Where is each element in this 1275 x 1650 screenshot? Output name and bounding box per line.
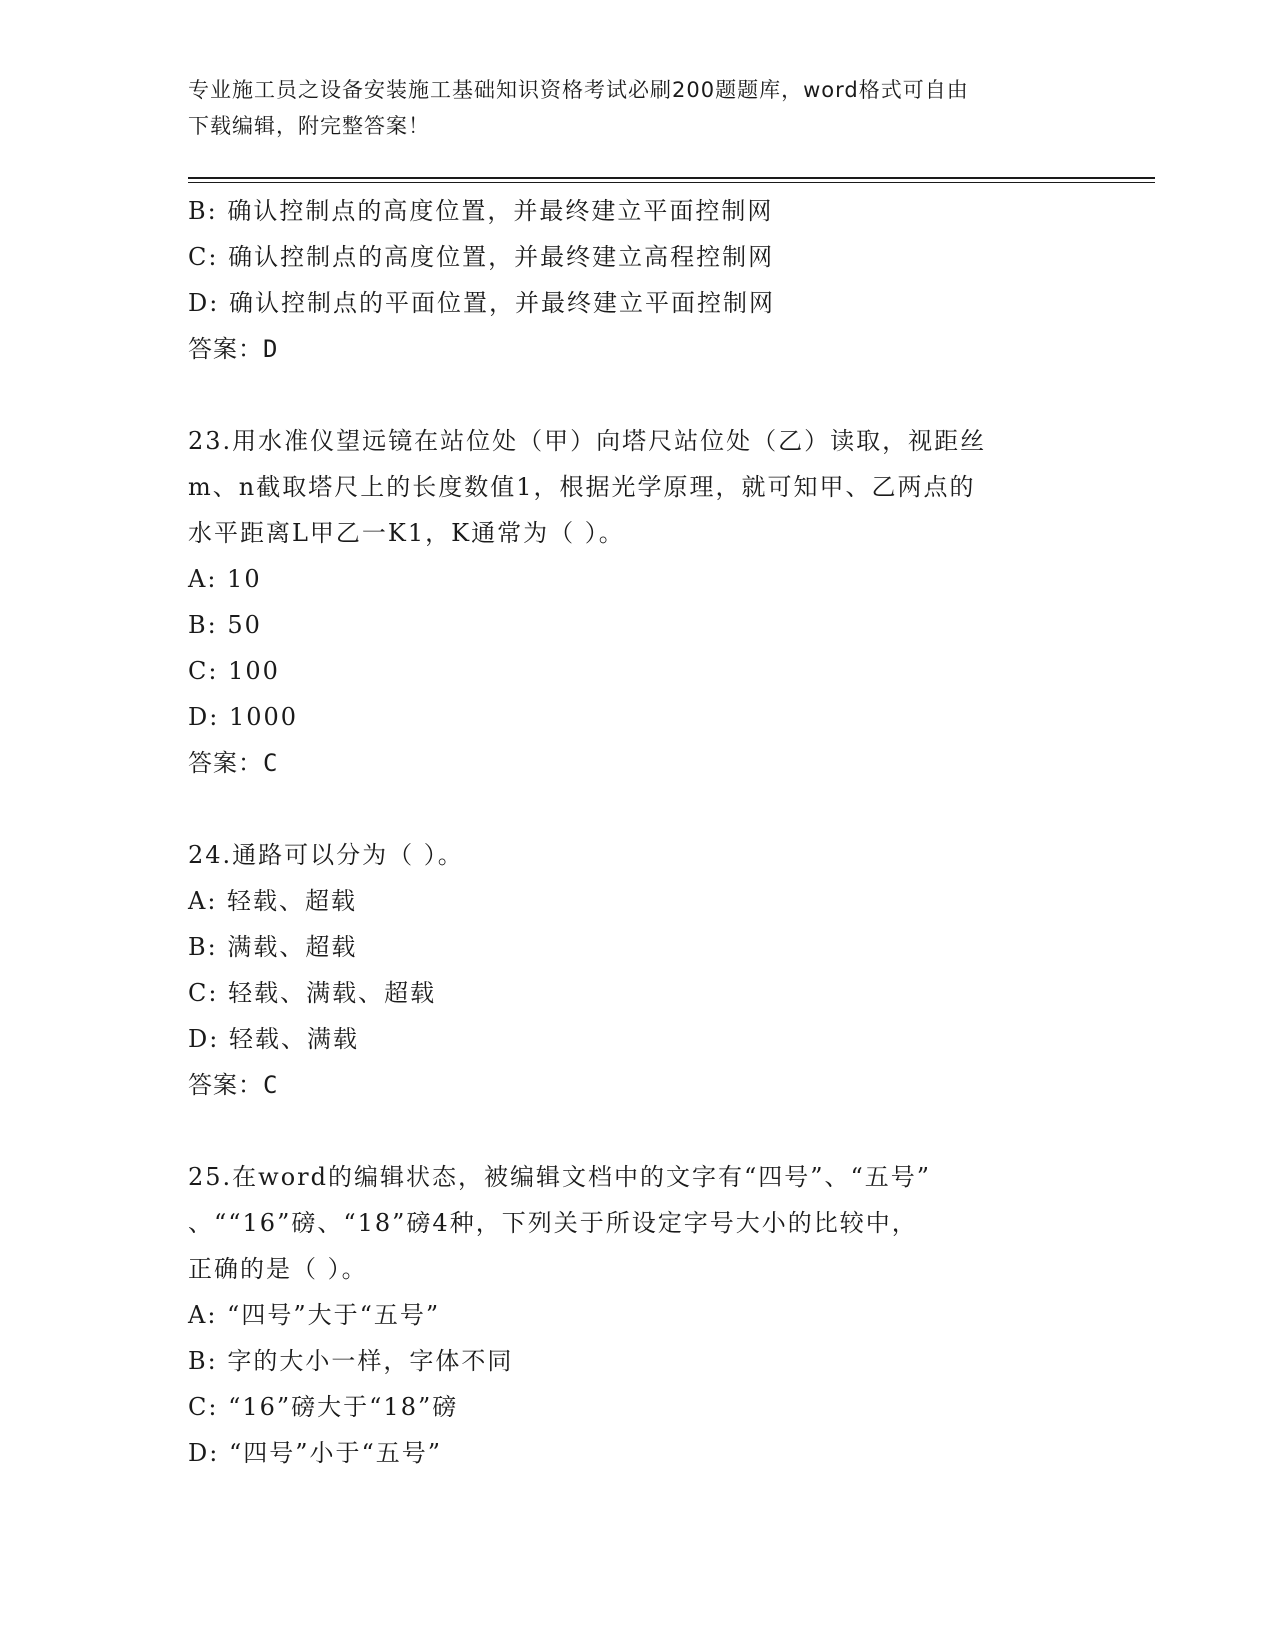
option-d: D: 确认控制点的平面位置，并最终建立平面控制网	[188, 289, 775, 317]
answer-value: D	[263, 335, 279, 363]
option-c: C: 轻载、满载、超载	[188, 979, 437, 1007]
option-c: C: 确认控制点的高度位置，并最终建立高程控制网	[188, 243, 775, 271]
answer-label: 答案：	[188, 749, 263, 777]
header-divider-thin	[188, 182, 1155, 183]
option-d: D: “四号”小于“五号”	[188, 1439, 443, 1467]
question-text-line: 25.在word的编辑状态，被编辑文档中的文字有“四号”、“五号”	[188, 1163, 932, 1191]
option-b: B: 确认控制点的高度位置，并最终建立平面控制网	[188, 197, 774, 225]
answer-value: C	[263, 749, 279, 777]
answer-line	[188, 1062, 1118, 1108]
answer-label: 答案：	[188, 1071, 263, 1099]
question-23	[188, 418, 1118, 786]
header-divider-thick	[188, 177, 1155, 179]
answer-line	[188, 740, 1118, 786]
document-body	[188, 188, 1118, 1476]
question-text-line: m、n截取塔尺上的长度数值1，根据光学原理，就可知甲、乙两点的	[188, 473, 976, 501]
answer-value: C	[263, 1071, 279, 1099]
spacer	[188, 1108, 1118, 1154]
option-c: C: 100	[188, 657, 280, 685]
document-header	[188, 72, 1088, 144]
option-a: A: 轻载、超载	[188, 887, 358, 915]
header-line-1: 专业施工员之设备安装施工基础知识资格考试必刷200题题库，word格式可自由	[188, 78, 969, 102]
header-line-2: 下载编辑，附完整答案！	[188, 114, 430, 138]
option-a: A: “四号”大于“五号”	[188, 1301, 441, 1329]
spacer	[188, 372, 1118, 418]
option-c: C: “16”磅大于“18”磅	[188, 1393, 459, 1421]
option-b: B: 满载、超载	[188, 933, 358, 961]
option-a: A: 10	[188, 565, 262, 593]
question-22-tail	[188, 188, 1118, 372]
question-text-line: 23.用水准仪望远镜在站位处（甲）向塔尺站位处（乙）读取，视距丝	[188, 427, 987, 455]
question-24	[188, 832, 1118, 1108]
option-b: B: 字的大小一样，字体不同	[188, 1347, 514, 1375]
question-text-line: 24.通路可以分为（ ）。	[188, 841, 464, 869]
option-d: D: 1000	[188, 703, 299, 731]
question-text-line: 正确的是（ ）。	[188, 1255, 368, 1283]
question-text-line: 、““16”磅、“18”磅4种，下列关于所设定字号大小的比较中，	[188, 1209, 918, 1237]
option-b: B: 50	[188, 611, 262, 639]
answer-line	[188, 326, 1118, 372]
question-text-line: 水平距离L甲乙一K1，K通常为（ ）。	[188, 519, 625, 547]
answer-label: 答案：	[188, 335, 263, 363]
option-d: D: 轻载、满载	[188, 1025, 359, 1053]
question-25	[188, 1154, 1118, 1476]
spacer	[188, 786, 1118, 832]
